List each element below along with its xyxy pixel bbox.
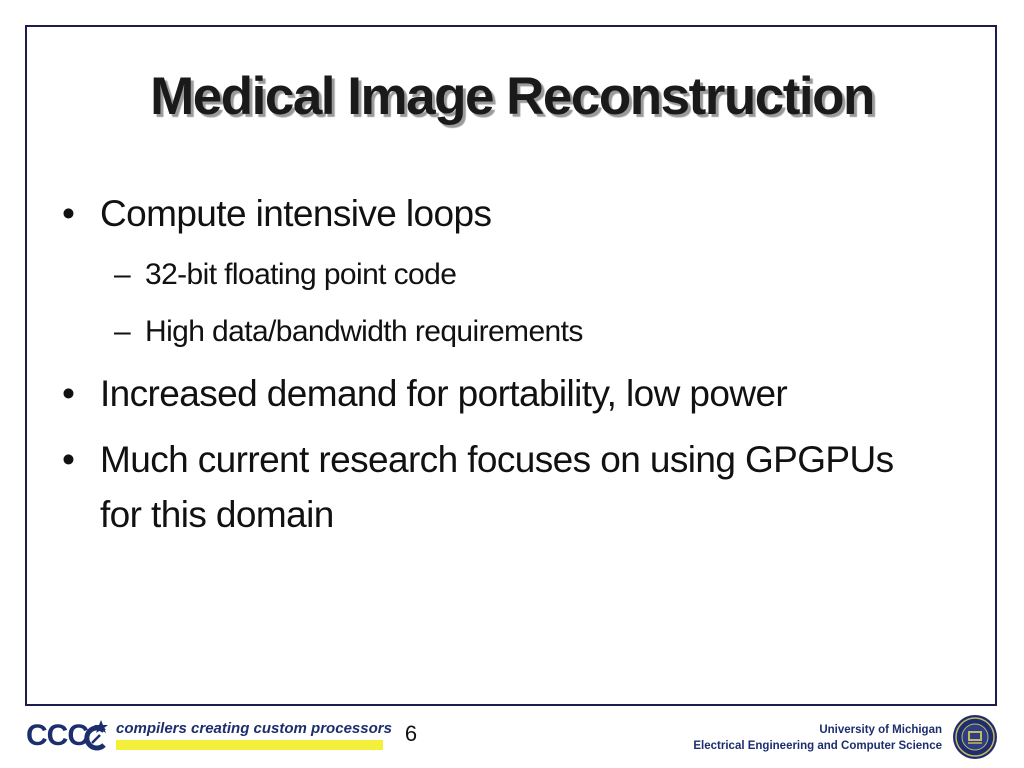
tagline-highlight-bar (116, 740, 383, 750)
sub-bullet-marker: – (114, 315, 131, 348)
tagline: compilers creating custom processors (116, 720, 392, 737)
department-name: Electrical Engineering and Computer Science (693, 740, 942, 752)
university-seal-icon (952, 714, 998, 760)
sub-bullet-text: 32-bit floating point code (145, 258, 457, 291)
bullet-text: Much current research focuses on using GPGPUs (100, 439, 894, 480)
ccc-logo-icon (82, 719, 112, 751)
ccc-logo (26, 715, 392, 757)
sub-bullet-marker: – (114, 258, 131, 291)
ccc-logo-text: CCC (26, 719, 88, 752)
sub-bullet-text: High data/bandwidth requirements (145, 315, 583, 348)
bullet-marker: • (62, 193, 75, 234)
university-name: University of Michigan (819, 724, 942, 736)
bullet-continuation-text: for this domain (100, 494, 334, 535)
slide-title: Medical Image Reconstruction (150, 67, 874, 126)
bullet-marker: • (62, 439, 75, 480)
bullet-text: Increased demand for portability, low power (100, 373, 788, 414)
bullet-marker: • (62, 373, 75, 414)
bullet-text: Compute intensive loops (100, 193, 492, 234)
page-number: 6 (404, 721, 418, 746)
university-credit (693, 722, 942, 754)
